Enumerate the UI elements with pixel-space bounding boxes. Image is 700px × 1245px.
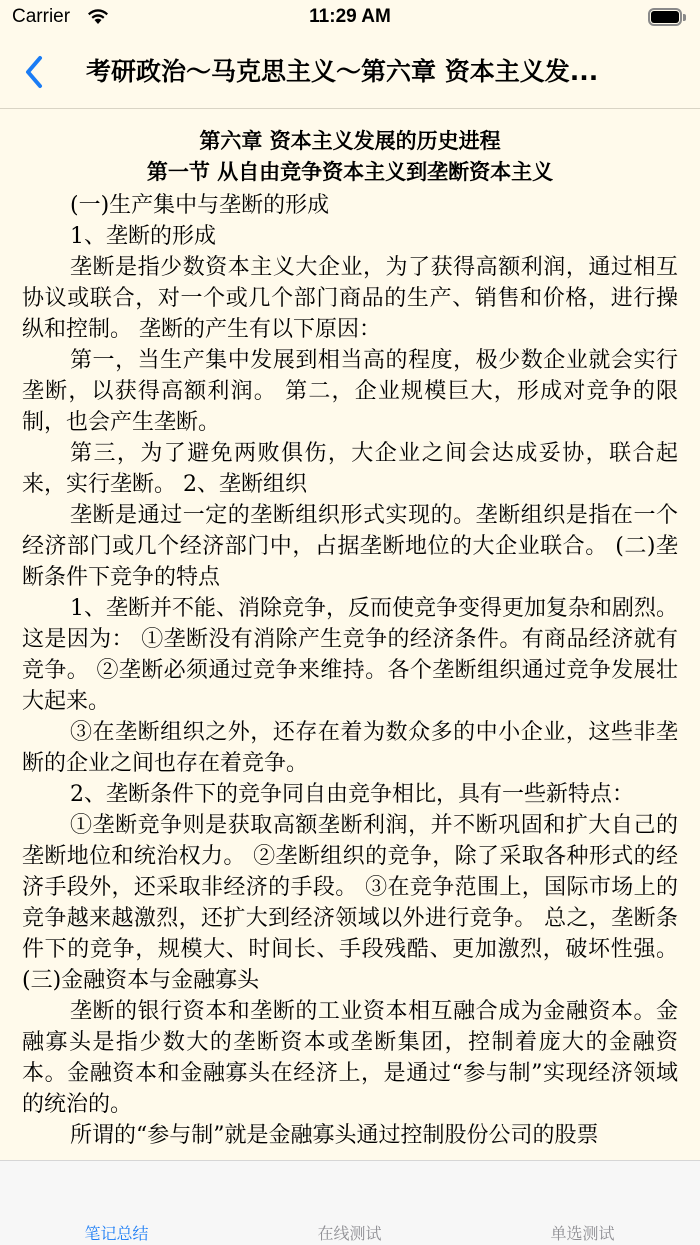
paragraph: 第三，为了避免两败俱伤，大企业之间会达成妥协，联合起来，实行垄断。 2、垄断组织 — [22, 441, 678, 497]
paragraph: 垄断的银行资本和垄断的工业资本相互融合成为金融资本。金融寡头是指少数大的垄断资本或垄断集团，控制着庞大的金融资本。金融资本和金融寡头在经济上，是通过“参与制”实现经济领域的统治的。 — [22, 999, 678, 1117]
navigation-bar — [0, 36, 700, 109]
paragraph: 1、垄断并不能、消除竞争，反而使竞争变得更加复杂和剧烈。这是因为： ①垄断没有消除产生竞争的经济条件。有商品经济就有竞争。 ②垄断必须通过竞争来维持。各个垄断组织通过竞争发展壮大起来。 — [22, 596, 678, 714]
document-body — [0, 120, 700, 1151]
paragraph: ③在垄断组织之外，还存在着为数众多的中小企业，这些非垄断的企业之间也存在着竞争。 — [22, 720, 678, 776]
back-button[interactable] — [14, 50, 54, 94]
tab-bar — [0, 1160, 700, 1245]
tab-single-choice-test[interactable]: 单选测试 — [550, 1224, 615, 1243]
paragraph: 垄断是通过一定的垄断组织形式实现的。垄断组织是指在一个经济部门或几个经济部门中，占据垄断地位的大企业联合。 (二)垄断条件下竞争的特点 — [22, 503, 678, 590]
paragraph: 2、垄断条件下的竞争同自由竞争相比，具有一些新特点： — [70, 782, 634, 807]
battery-icon — [648, 8, 688, 28]
page-title: 考研政治～马克思主义～第六章 资本主义发... — [86, 57, 599, 86]
paragraph: 第一，当生产集中发展到相当高的程度，极少数企业就会实行垄断，以获得高额利润。 第二，企业规模巨大，形成对竞争的限制，也会产生垄断。 — [22, 348, 678, 435]
section-title: 第一节 从自由竞争资本主义到垄断资本主义 — [146, 160, 554, 184]
clock: 11:29 AM — [309, 6, 391, 27]
paragraph: 所谓的“参与制”就是金融寡头通过控制股份公司的股票 — [70, 1123, 599, 1148]
tab-notes-summary[interactable]: 笔记总结 — [84, 1224, 149, 1243]
paragraph: 垄断是指少数资本主义大企业，为了获得高额利润，通过相互协议或联合，对一个或几个部门商品的生产、销售和价格，进行操纵和控制。 垄断的产生有以下原因： — [22, 255, 678, 342]
paragraph: ①垄断竞争则是获取高额垄断利润，并不断巩固和扩大自己的垄断地位和统治权力。 ②垄断组织的竞争，除了采取各种形式的经济手段外，还采取非经济的手段。 ③在竞争范围上，国际市场上的竞争越来越激烈，还扩大到经济领域以外进行竞争。 总之，垄断条件下的竞争，规模大、时间长、手段残酷、更加激烈，破坏性强。 (三)金融资本与金融寡头 — [22, 813, 678, 993]
notes-content[interactable] — [0, 120, 700, 1160]
tab-online-test[interactable]: 在线测试 — [317, 1224, 382, 1243]
chevron-left-icon — [24, 55, 44, 89]
paragraph: 1、垄断的形成 — [70, 224, 216, 249]
carrier-label: Carrier — [12, 6, 71, 27]
paragraph: (一)生产集中与垄断的形成 — [70, 193, 330, 218]
status-bar — [0, 0, 700, 36]
chapter-title: 第六章 资本主义发展的历史进程 — [199, 129, 501, 153]
